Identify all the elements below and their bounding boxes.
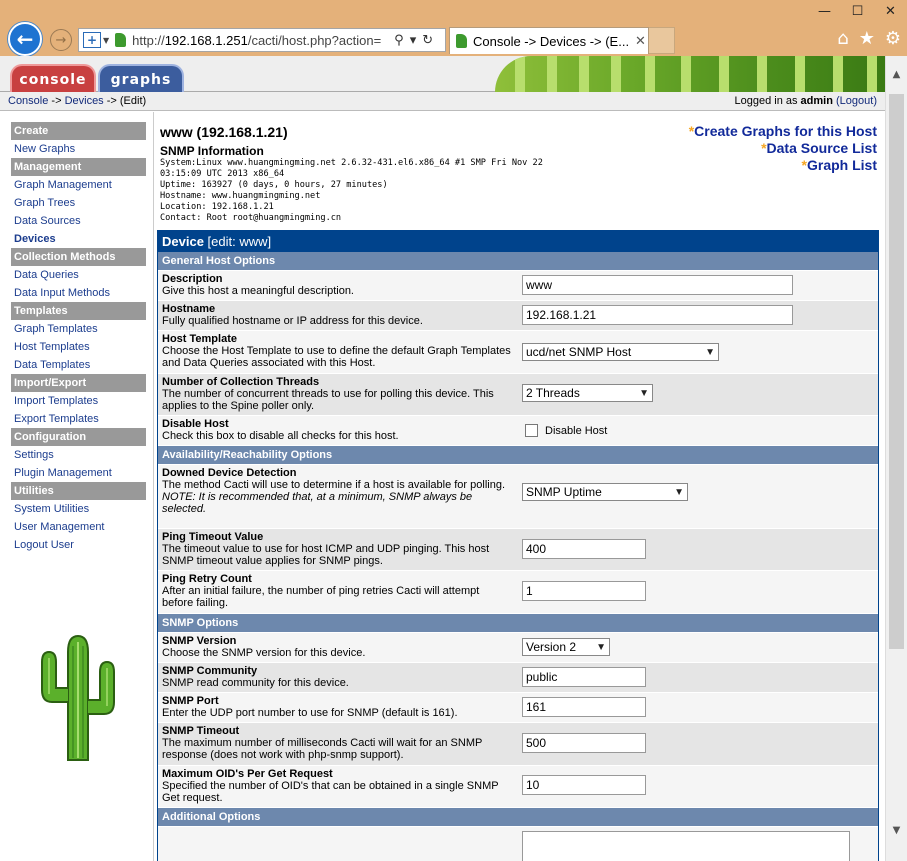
row-snmp-timeout: SNMP Timeout The maximum number of milliseconds Cacti will wait for an SNMP response (does not work with php-snmp support). 500 (158, 723, 878, 766)
row-threads: Number of Collection Threads The number of concurrent threads to use for polling this device. This applies to the Spine poller only. 2 Threads ▼ (158, 374, 878, 416)
menu-header-collection-methods: Collection Methods (11, 248, 146, 266)
host-links: *Create Graphs for this Host *Data Source List *Graph List (688, 123, 877, 173)
address-bar[interactable] (78, 28, 446, 52)
forward-button[interactable] (50, 29, 72, 51)
tab-console[interactable]: console (10, 64, 96, 92)
menu-header-management: Management (11, 158, 146, 176)
tab-graphs[interactable]: graphs (98, 64, 184, 92)
login-user: admin (800, 95, 833, 107)
downed-detection-select[interactable]: SNMP Uptime ▼ (522, 483, 688, 501)
row-description: Description Give this host a meaningful description. www (158, 271, 878, 301)
sidebar-item-data-queries[interactable]: Data Queries (14, 269, 79, 281)
threads-select[interactable]: 2 Threads ▼ (522, 384, 653, 402)
scroll-up-icon[interactable]: ▲ (892, 69, 901, 80)
sidebar-item-import-templates[interactable]: Import Templates (14, 395, 99, 407)
sidebar-item-data-input-methods[interactable]: Data Input Methods (14, 287, 111, 299)
new-tab-button[interactable] (649, 27, 675, 54)
cacti-favicon-icon (115, 33, 126, 47)
form-heading: Device [edit: www] (158, 231, 878, 252)
browser-tab[interactable] (449, 27, 649, 54)
device-form (157, 230, 879, 861)
sidebar-item-data-sources[interactable]: Data Sources (14, 215, 81, 227)
sidebar-item-graph-templates[interactable]: Graph Templates (14, 323, 98, 335)
snmp-version-select[interactable]: Version 2 ▼ (522, 638, 610, 656)
scroll-down-icon[interactable]: ▼ (892, 825, 901, 836)
row-hostname: Hostname Fully qualified hostname or IP address for this device. 192.168.1.21 (158, 301, 878, 331)
section-availability: Availability/Reachability Options (158, 446, 878, 465)
sidebar-item-graph-management[interactable]: Graph Management (14, 179, 112, 191)
hostname-input[interactable]: 192.168.1.21 (522, 305, 793, 325)
gear-icon[interactable]: ⚙ (884, 28, 901, 49)
checkbox-icon (525, 424, 538, 437)
browser-tools (837, 28, 901, 49)
compat-shield-icon[interactable]: + (83, 32, 101, 48)
row-snmp-port: SNMP Port Enter the UDP port number to use for SNMP (default is 161). 161 (158, 693, 878, 723)
back-arrow-icon: ← (16, 27, 34, 51)
sidebar-item-system-utilities[interactable]: System Utilities (14, 503, 90, 515)
login-status: Logged in as admin (Logout) (734, 95, 877, 107)
snmp-timeout-input[interactable]: 500 (522, 733, 646, 753)
menu-header-configuration: Configuration (11, 428, 146, 446)
notes-textarea[interactable] (522, 831, 850, 861)
snmp-port-input[interactable]: 161 (522, 697, 646, 717)
row-disable-host: Disable Host Check this box to disable all checks for this host. Disable Host (158, 416, 878, 446)
snmp-community-input[interactable]: public (522, 667, 646, 687)
refresh-icon[interactable]: ↻ (422, 32, 434, 48)
url-dropdown-icon[interactable]: ▾ (409, 32, 417, 48)
snmp-info-title: SNMP Information (160, 144, 264, 158)
close-window-button[interactable]: ✕ (885, 3, 896, 19)
description-input[interactable]: www (522, 275, 793, 295)
breadcrumb-current: (Edit) (119, 95, 147, 107)
sidebar-item-graph-trees[interactable]: Graph Trees (14, 197, 76, 209)
back-button[interactable] (8, 22, 42, 56)
data-source-list-link[interactable]: Data Source List (766, 140, 877, 156)
vertical-scrollbar[interactable] (885, 56, 907, 861)
cactus-logo-icon (38, 632, 118, 762)
search-icon[interactable]: ⚲ (394, 32, 404, 48)
disable-host-checkbox[interactable]: Disable Host (525, 424, 607, 437)
ping-timeout-input[interactable]: 400 (522, 539, 646, 559)
row-ping-timeout: Ping Timeout Value The timeout value to use for host ICMP and UDP pinging. This host SNMP timeout value applies for SNMP pings. 400 (158, 529, 878, 571)
section-snmp: SNMP Options (158, 614, 878, 633)
sidebar-item-plugin-management[interactable]: Plugin Management (14, 467, 112, 479)
cactus-banner-image (495, 56, 885, 92)
scroll-thumb[interactable] (889, 94, 904, 649)
page-viewport (0, 56, 885, 861)
menu-header-create: Create (11, 122, 146, 140)
max-oids-input[interactable]: 10 (522, 775, 646, 795)
row-snmp-community: SNMP Community SNMP read community for this device. public (158, 663, 878, 693)
ping-retry-input[interactable]: 1 (522, 581, 646, 601)
favorites-star-icon[interactable]: ★ (858, 28, 875, 49)
section-general: General Host Options (158, 252, 878, 271)
main-content (157, 112, 881, 861)
chevron-down-icon: ▼ (639, 387, 649, 399)
chevron-down-icon: ▼ (705, 346, 715, 358)
host-template-select[interactable]: ucd/net SNMP Host ▼ (522, 343, 719, 361)
page-title: www (192.168.1.21) (160, 124, 288, 140)
maximize-button[interactable]: ☐ (851, 3, 864, 19)
row-snmp-version: SNMP Version Choose the SNMP version for this device. Version 2 ▼ (158, 633, 878, 663)
sidebar-item-logout-user[interactable]: Logout User (14, 539, 74, 551)
row-downed-detection: Downed Device Detection The method Cacti will use to determine if a host is available for polling. NOTE: It is recommended that, at a minimum, SNMP always be selected. SNMP Uptime ▼ (158, 465, 878, 529)
menu-header-templates: Templates (11, 302, 146, 320)
home-icon[interactable]: ⌂ (837, 28, 849, 49)
row-host-template: Host Template Choose the Host Template to use to define the default Graph Templates and Data Queries associated with this Host. ucd/net SNMP Host ▼ (158, 331, 878, 374)
sidebar-item-new-graphs[interactable]: New Graphs (14, 143, 76, 155)
cacti-header (0, 56, 885, 92)
sidebar (0, 112, 154, 861)
row-additional (158, 827, 878, 861)
snmp-info-block: System:Linux www.huangmingming.net 2.6.32-431.el6.x86_64 #1 SMP Fri Nov 22 03:15:09 UTC 2013 x86_64 Uptime: 163927 (0 days, 0 hours, 27 minutes) Hostname: www.huangmingming.net Location: 192.168.1.21 Contact: Root root@huangmingming.cn (160, 158, 543, 223)
dropdown-caret-icon[interactable]: ▼ (103, 35, 110, 45)
sidebar-item-export-templates[interactable]: Export Templates (14, 413, 99, 425)
tab-favicon-icon (456, 34, 467, 48)
forward-arrow-icon: → (55, 32, 67, 48)
sidebar-item-devices[interactable]: Devices (11, 230, 153, 248)
tab-title: Console -> Devices -> (E... (473, 33, 630, 49)
sidebar-item-user-management[interactable]: User Management (14, 521, 105, 533)
menu-header-import-export: Import/Export (11, 374, 146, 392)
window-controls (808, 0, 907, 22)
url-text[interactable]: http://192.168.1.251/cacti/host.php?action= (132, 32, 382, 48)
chevron-down-icon: ▼ (596, 641, 606, 653)
breadcrumb-devices[interactable]: Devices (64, 95, 104, 107)
menu-header-utilities: Utilities (11, 482, 146, 500)
breadcrumb-console[interactable]: Console (8, 95, 49, 107)
host-info (157, 112, 881, 230)
row-max-oids: Maximum OID's Per Get Request Specified the number of OID's that can be obtained in a single SNMP Get request. 10 (158, 766, 878, 808)
sidebar-item-data-templates[interactable]: Data Templates (14, 359, 91, 371)
sidebar-item-settings[interactable]: Settings (14, 449, 54, 461)
section-additional: Additional Options (158, 808, 878, 827)
minimize-button[interactable]: — (818, 3, 831, 19)
create-graphs-link[interactable]: Create Graphs for this Host (694, 123, 877, 139)
chevron-down-icon: ▼ (674, 486, 684, 498)
sidebar-item-host-templates[interactable]: Host Templates (14, 341, 90, 353)
browser-chrome (0, 0, 907, 56)
logout-link[interactable]: (Logout) (836, 95, 877, 107)
row-ping-retry: Ping Retry Count After an initial failure, the number of ping retries Cacti will attempt before failing. 1 (158, 571, 878, 614)
graph-list-link[interactable]: Graph List (806, 157, 877, 173)
close-tab-icon[interactable]: ✕ (635, 33, 646, 49)
breadcrumb: Console -> Devices -> (Edit) Logged in as admin (Logout) (0, 92, 885, 111)
